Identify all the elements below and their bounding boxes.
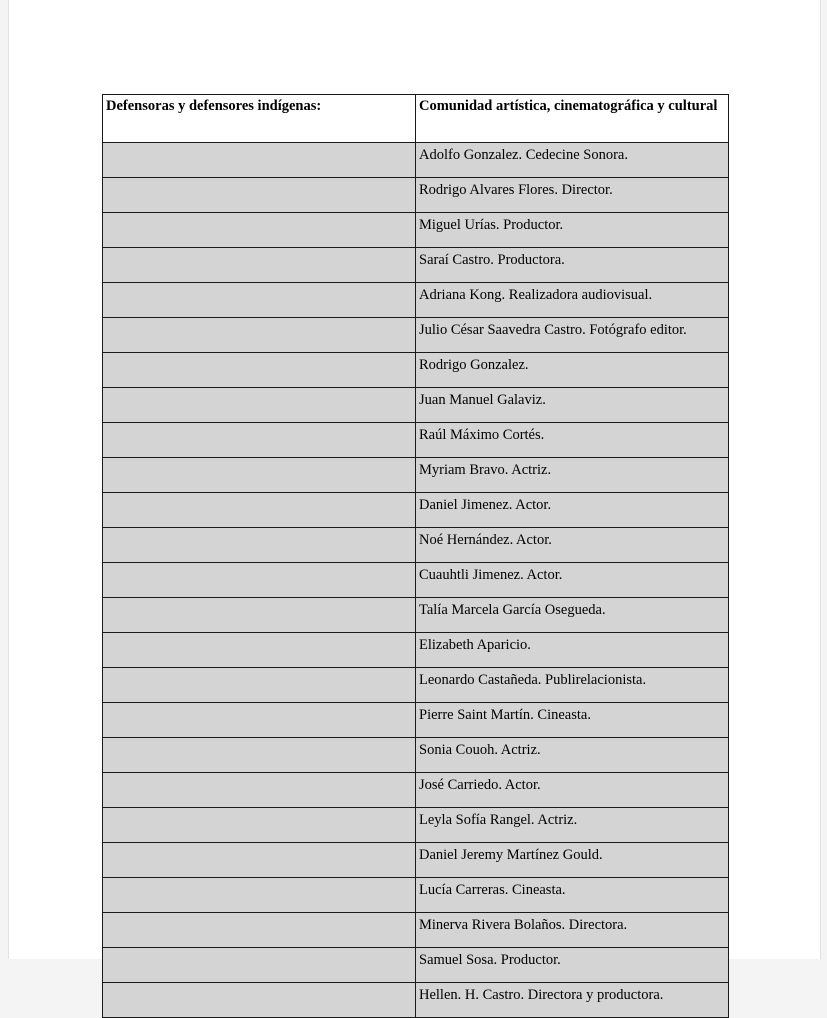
indigenous-defender-cell	[103, 458, 416, 493]
artistic-community-cell: Miguel Urías. Productor.	[416, 213, 729, 248]
table-row	[103, 633, 729, 668]
indigenous-defender-cell	[103, 283, 416, 318]
table-row	[103, 878, 729, 913]
table-row	[103, 423, 729, 458]
artistic-community-cell: Saraí Castro. Productora.	[416, 248, 729, 283]
table-row	[103, 248, 729, 283]
table-row	[103, 668, 729, 703]
table-row	[103, 143, 729, 178]
table-row	[103, 493, 729, 528]
indigenous-defender-cell	[103, 563, 416, 598]
table-row	[103, 388, 729, 423]
artistic-community-cell: Juan Manuel Galaviz.	[416, 388, 729, 423]
indigenous-defender-cell	[103, 528, 416, 563]
artistic-community-cell: Rodrigo Alvares Flores. Director.	[416, 178, 729, 213]
artistic-community-cell: Hellen. H. Castro. Directora y productora.	[416, 983, 729, 1018]
indigenous-defender-cell	[103, 248, 416, 283]
artistic-community-cell: Rodrigo Gonzalez.	[416, 353, 729, 388]
indigenous-defender-cell	[103, 843, 416, 878]
indigenous-defender-cell	[103, 703, 416, 738]
table-row	[103, 843, 729, 878]
indigenous-defender-cell	[103, 143, 416, 178]
table-row	[103, 598, 729, 633]
artistic-community-cell: Adolfo Gonzalez. Cedecine Sonora.	[416, 143, 729, 178]
indigenous-defender-cell	[103, 598, 416, 633]
indigenous-defender-cell	[103, 318, 416, 353]
artistic-community-cell: Elizabeth Aparicio.	[416, 633, 729, 668]
artistic-community-cell: Minerva Rivera Bolaños. Directora.	[416, 913, 729, 948]
artistic-community-cell: Raúl Máximo Cortés.	[416, 423, 729, 458]
artistic-community-cell: Sonia Couoh. Actriz.	[416, 738, 729, 773]
indigenous-defender-cell	[103, 983, 416, 1018]
table-row	[103, 178, 729, 213]
artistic-community-cell: Daniel Jeremy Martínez Gould.	[416, 843, 729, 878]
artistic-community-cell: Samuel Sosa. Productor.	[416, 948, 729, 983]
artistic-community-cell: Lucía Carreras. Cineasta.	[416, 878, 729, 913]
indigenous-defender-cell	[103, 213, 416, 248]
table-row	[103, 458, 729, 493]
indigenous-defender-cell	[103, 808, 416, 843]
table-row	[103, 528, 729, 563]
indigenous-defender-cell	[103, 178, 416, 213]
artistic-community-cell: Leonardo Castañeda. Publirelacionista.	[416, 668, 729, 703]
table-row	[103, 318, 729, 353]
artistic-community-cell: Daniel Jimenez. Actor.	[416, 493, 729, 528]
header-artistic-community: Comunidad artística, cinematográfica y cultural	[416, 95, 729, 143]
indigenous-defender-cell	[103, 388, 416, 423]
table-row	[103, 213, 729, 248]
indigenous-defender-cell	[103, 878, 416, 913]
table-header-row	[103, 95, 729, 143]
table-row	[103, 283, 729, 318]
artistic-community-cell: Myriam Bravo. Actriz.	[416, 458, 729, 493]
artistic-community-cell: Leyla Sofía Rangel. Actriz.	[416, 808, 729, 843]
signatories-table	[102, 94, 729, 1018]
header-indigenous-defenders: Defensoras y defensores indígenas:	[103, 95, 416, 143]
table-row	[103, 773, 729, 808]
artistic-community-cell: Talía Marcela García Osegueda.	[416, 598, 729, 633]
table-row	[103, 563, 729, 598]
table-row	[103, 913, 729, 948]
indigenous-defender-cell	[103, 913, 416, 948]
indigenous-defender-cell	[103, 353, 416, 388]
table-row	[103, 808, 729, 843]
table-row	[103, 353, 729, 388]
table-row	[103, 983, 729, 1018]
indigenous-defender-cell	[103, 493, 416, 528]
artistic-community-cell: Noé Hernández. Actor.	[416, 528, 729, 563]
artistic-community-cell: Julio César Saavedra Castro. Fotógrafo editor.	[416, 318, 729, 353]
indigenous-defender-cell	[103, 668, 416, 703]
indigenous-defender-cell	[103, 773, 416, 808]
document-page	[8, 0, 821, 1003]
artistic-community-cell: José Carriedo. Actor.	[416, 773, 729, 808]
indigenous-defender-cell	[103, 738, 416, 773]
indigenous-defender-cell	[103, 633, 416, 668]
indigenous-defender-cell	[103, 948, 416, 983]
artistic-community-cell: Adriana Kong. Realizadora audiovisual.	[416, 283, 729, 318]
table-row	[103, 738, 729, 773]
table-row	[103, 948, 729, 983]
table-body	[103, 143, 729, 1018]
table-row	[103, 703, 729, 738]
artistic-community-cell: Cuauhtli Jimenez. Actor.	[416, 563, 729, 598]
artistic-community-cell: Pierre Saint Martín. Cineasta.	[416, 703, 729, 738]
indigenous-defender-cell	[103, 423, 416, 458]
